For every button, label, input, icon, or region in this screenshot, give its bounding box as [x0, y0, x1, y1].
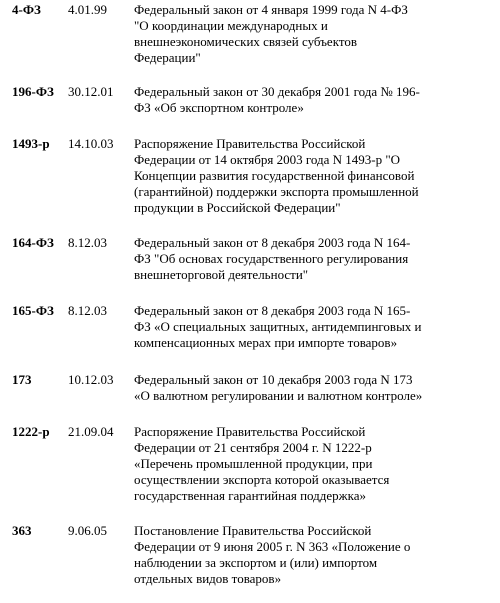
- document-title: Федеральный закон от 10 декабря 2003 года N 173 «О валютном регулировании и валютном контроле»: [134, 372, 423, 403]
- document-number: 1222-р: [12, 424, 50, 439]
- document-title: Распоряжение Правительства Российской Федерации от 21 сентября 2004 г. N 1222-р «Перечень промышленной продукции, при осуществлении экспорта которой оказывается государственная гарантийная поддержка»: [134, 424, 390, 503]
- document-date: 14.10.03: [68, 136, 114, 151]
- document-title: Федеральный закон от 8 декабря 2003 года N 165- ФЗ «О специальных защитных, антидемпинговых и компенсационных мерах при импорте товаров»: [134, 303, 422, 350]
- document-title: Федеральный закон от 30 декабря 2001 года № 196- ФЗ «Об экспортном контроле»: [134, 84, 420, 115]
- document-date: 9.06.05: [68, 523, 107, 538]
- document-title: Распоряжение Правительства Российской Федерации от 14 октября 2003 года N 1493-р "О Концепции развития государственной финансовой (гарантийной) поддержки экспорта промышленной продукции в Российской Федерации": [134, 136, 419, 215]
- document-number: 363: [12, 523, 32, 538]
- document-number: 165-ФЗ: [12, 303, 54, 318]
- document-number: 173: [12, 372, 32, 387]
- document-date: 4.01.99: [68, 2, 107, 17]
- document-date: 10.12.03: [68, 372, 114, 387]
- document-title: Федеральный закон от 4 января 1999 года N 4-ФЗ "О координации международных и внешнеэкономических связей субъектов Федерации": [134, 2, 408, 65]
- document-number: 164-ФЗ: [12, 235, 54, 250]
- document-date: 30.12.01: [68, 84, 114, 99]
- document-title: Федеральный закон от 8 декабря 2003 года N 164- ФЗ "Об основах государственного регулирования внешнеторговой деятельности": [134, 235, 411, 282]
- document-title: Постановление Правительства Российской Федерации от 9 июня 2005 г. N 363 «Положение о наблюдении за экспортом и (или) импортом отдельных видов товаров»: [134, 523, 411, 586]
- document-number: 1493-р: [12, 136, 50, 151]
- document-date: 8.12.03: [68, 303, 107, 318]
- document-number: 4-ФЗ: [12, 2, 41, 17]
- document-date: 8.12.03: [68, 235, 107, 250]
- document-number: 196-ФЗ: [12, 84, 54, 99]
- document-date: 21.09.04: [68, 424, 114, 439]
